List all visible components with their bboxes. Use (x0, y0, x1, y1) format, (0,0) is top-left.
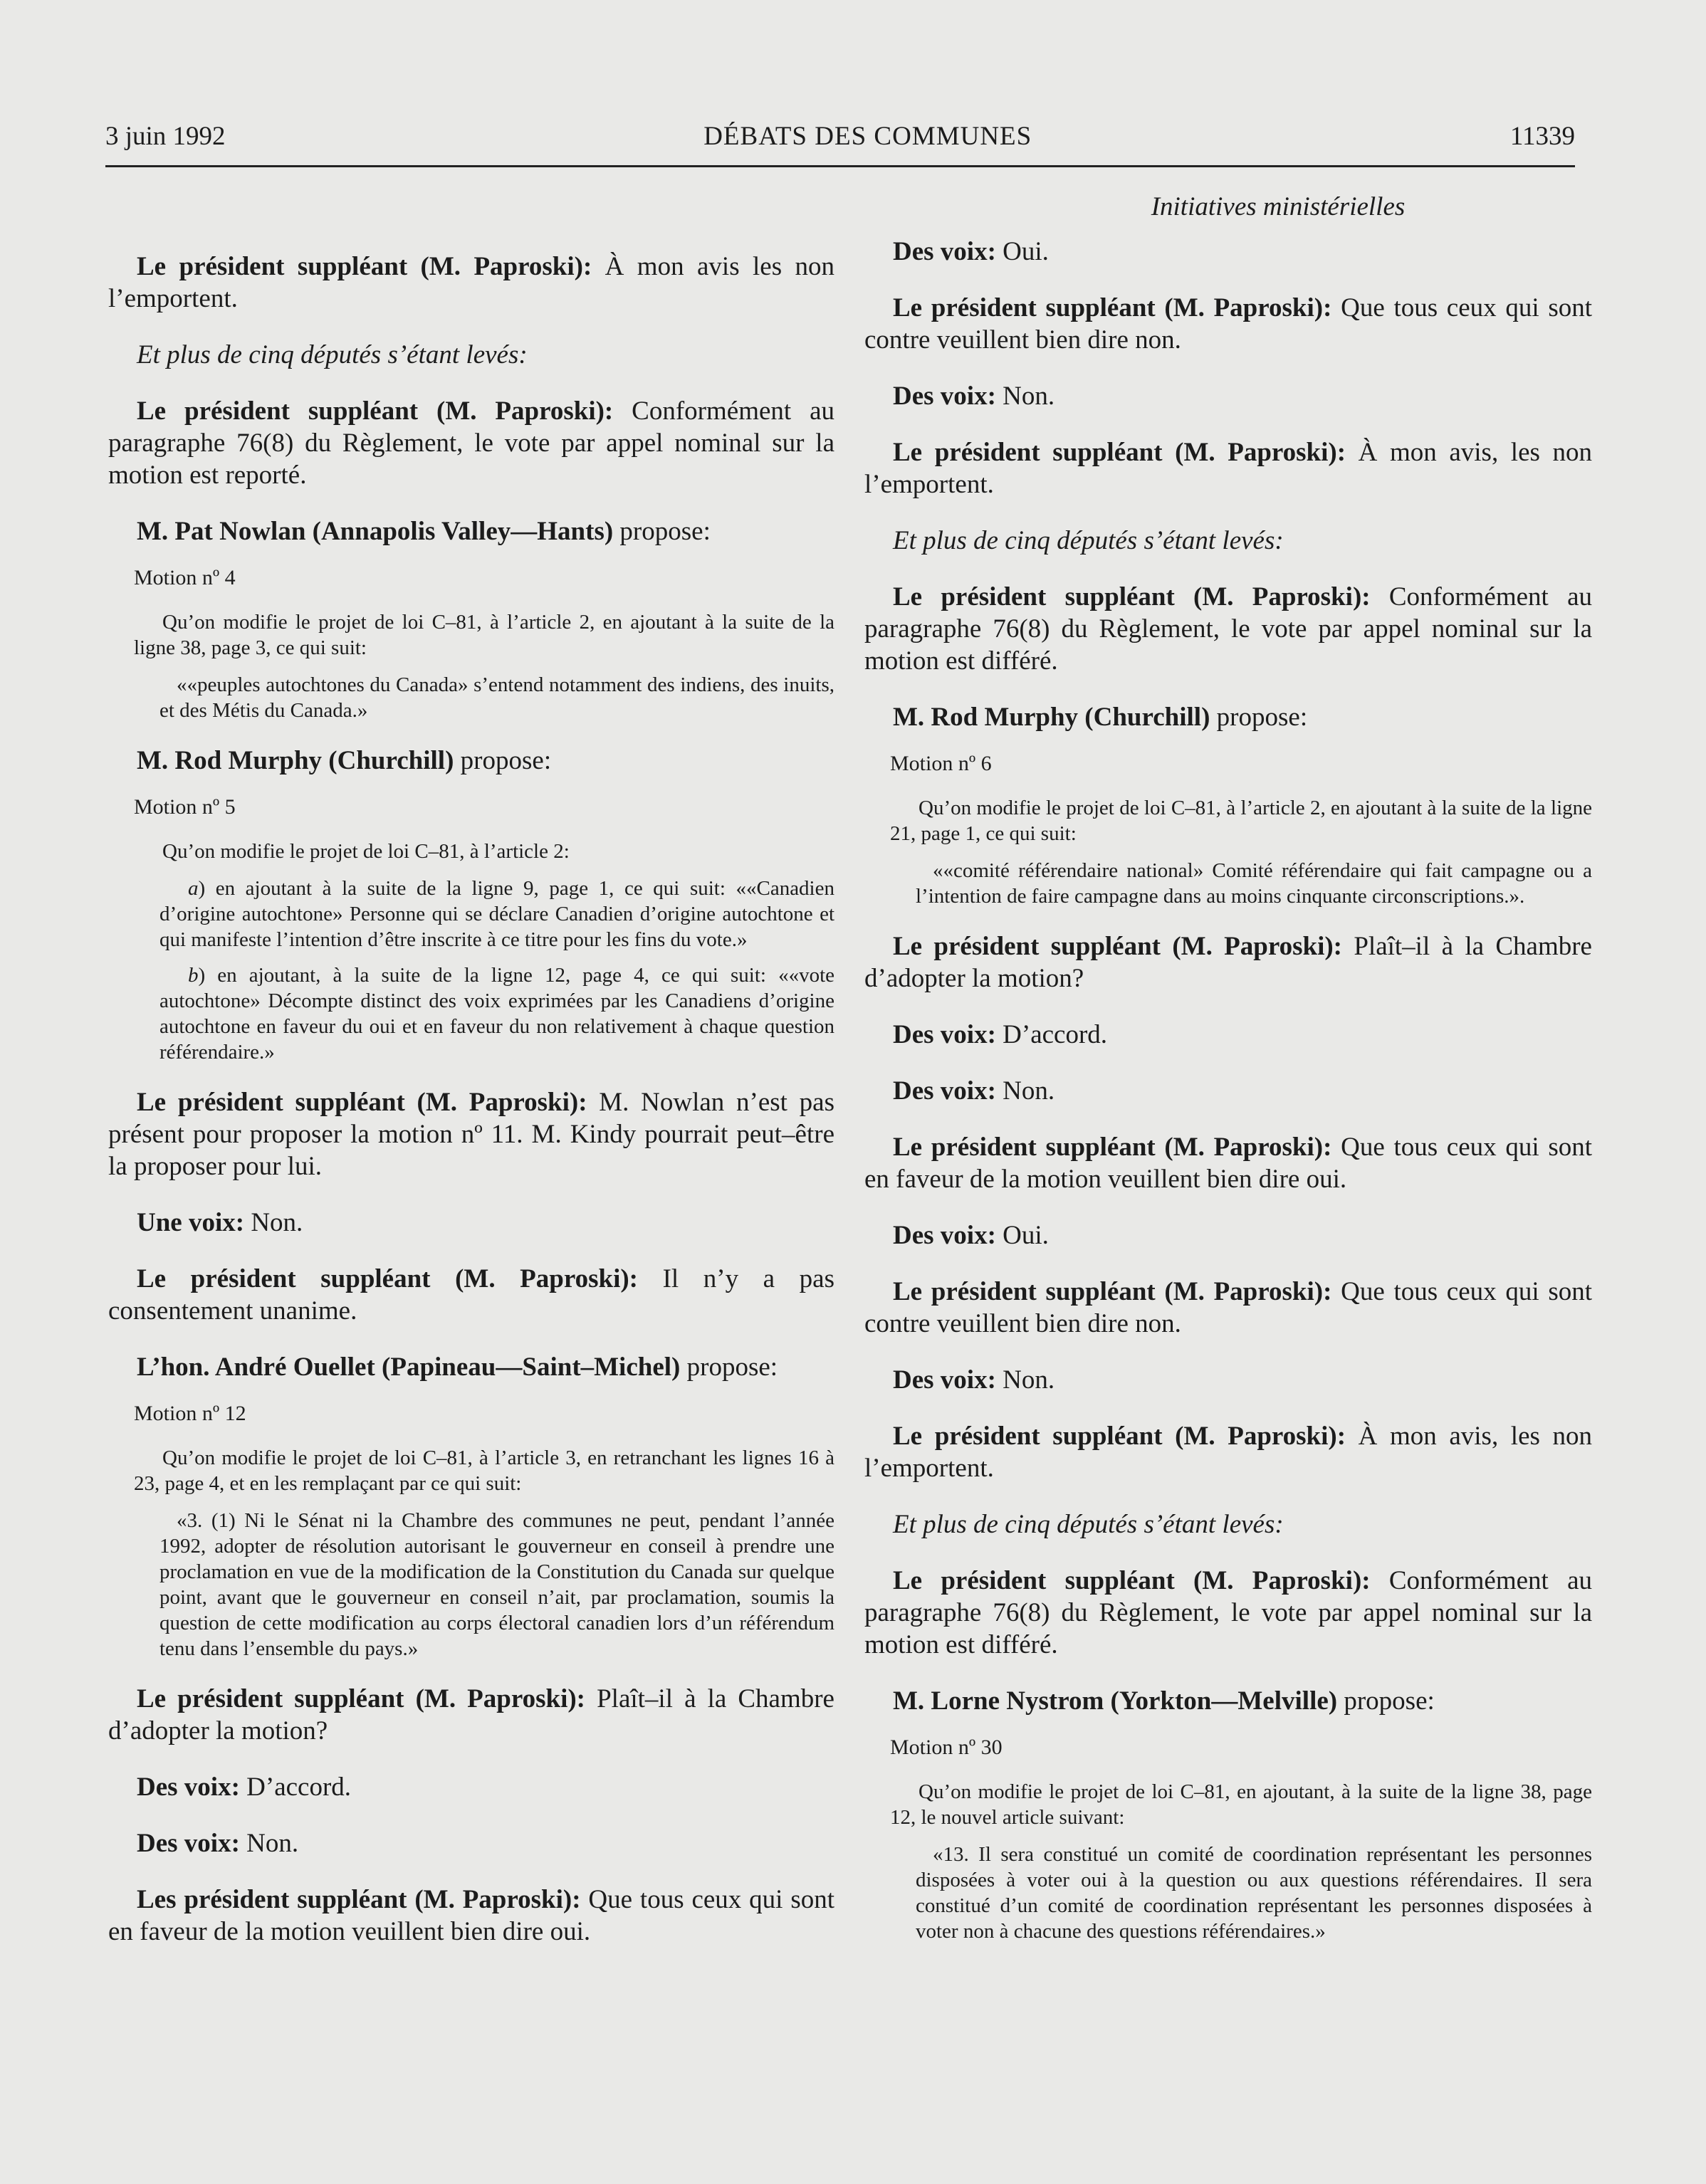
speaker: Des voix: (893, 382, 996, 411)
left-column (108, 194, 834, 1972)
speaker: Des voix: (137, 1773, 240, 1802)
page-header (105, 121, 1575, 167)
paragraph (108, 515, 834, 547)
paragraph (864, 1131, 1592, 1195)
speaker: Des voix: (893, 1076, 996, 1106)
paragraph (864, 1219, 1592, 1251)
paragraph (108, 1086, 834, 1182)
speech-text: Non. (995, 1365, 1055, 1395)
speech-text: Que tous ceux qui sont contre veuillent bien dire non. (864, 1277, 1592, 1338)
paragraph (864, 292, 1592, 356)
speaker: Le président suppléant (M. Paproski): (137, 397, 614, 426)
speech-text: Oui. (995, 237, 1049, 266)
speech-text: À mon avis, les non l’emportent. (864, 1422, 1593, 1483)
motion-subitem (159, 876, 834, 952)
speaker: Des voix: (137, 1829, 240, 1858)
speech-text: propose: (680, 1353, 778, 1382)
speech-text: propose: (454, 746, 552, 775)
speech-text: Que tous ceux qui sont en faveur de la motion veuillent bien dire oui. (864, 1133, 1592, 1194)
paragraph (108, 1683, 834, 1747)
section-heading: Initiatives ministérielles (1151, 192, 1406, 221)
speaker: Le président suppléant (M. Paproski): (137, 1684, 585, 1713)
motion-number: Motion nº 30 (890, 1736, 1003, 1759)
paragraph (864, 1685, 1592, 1717)
speech-text: Oui. (995, 1221, 1049, 1250)
header-page-number: 11339 (1509, 122, 1575, 151)
speech-text: Non. (995, 382, 1055, 411)
speaker: Des voix: (893, 1365, 996, 1395)
procedural-note: Et plus de cinq députés s’étant levés: (893, 1510, 1284, 1539)
speaker: Des voix: (893, 237, 996, 266)
speech-text: propose: (613, 517, 711, 546)
speech-text: propose: (1210, 703, 1308, 732)
paragraph (864, 380, 1592, 412)
speaker: Le président suppléant (M. Paproski): (893, 293, 1332, 322)
speaker: M. Pat Nowlan (Annapolis Valley—Hants) (137, 517, 614, 546)
paragraph (864, 1364, 1592, 1396)
speech-text: Que tous ceux qui sont en faveur de la motion veuillent bien dire oui. (108, 1885, 834, 1946)
motion-quote: «3. (1) Ni le Sénat ni la Chambre des communes ne peut, pendant l’année 1992, adopter de résolution autorisant le gouverneur en conseil à prendre une proclamation en vue de la modification de la Constitution du Canada sur quelque point, avant que le gouverneur en conseil n’ait, par proclamation, soumis la question de cette modification au corps électoral canadien lors d’un référendum tenu dans l’ensemble du pays.» (159, 1509, 834, 1660)
subitem-text: ) en ajoutant à la suite de la ligne 9, page 1, ce qui suit: ««Canadien d’origine autochtone» Personne qui se déclare Canadien d’origine autochtone et qui manifeste l’intention d’être inscrite à ce titre pour les fins du vote.» (159, 877, 834, 951)
paragraph (864, 1075, 1592, 1107)
paragraph (864, 581, 1592, 677)
paragraph (864, 1420, 1592, 1484)
speech-text: M. Nowlan n’est pas présent pour proposer la motion nº 11. M. Kindy pourrait peut–être la proposer pour lui. (108, 1088, 834, 1181)
speech-text: Conformément au paragraphe 76(8) du Règlement, le vote par appel nominal sur la motion est différé. (864, 1566, 1592, 1659)
speaker: M. Rod Murphy (Churchill) (893, 703, 1210, 732)
paragraph (864, 701, 1592, 733)
paragraph (108, 1207, 834, 1239)
motion-number: Motion nº 4 (134, 566, 236, 589)
speaker: Des voix: (893, 1020, 996, 1049)
speaker: Les président suppléant (M. Paproski): (137, 1885, 581, 1914)
speech-text: Conformément au paragraphe 76(8) du Règlement, le vote par appel nominal sur la motion est reporté. (108, 397, 834, 490)
motion-number: Motion nº 5 (134, 795, 236, 819)
paragraph (108, 1827, 834, 1859)
paragraph (864, 1276, 1592, 1340)
motion-subitem (159, 962, 834, 1065)
motion-number: Motion nº 12 (134, 1402, 246, 1425)
speaker: M. Lorne Nystrom (Yorkton—Melville) (893, 1686, 1338, 1716)
paragraph (108, 395, 834, 491)
paragraph (864, 436, 1592, 500)
paragraph (864, 236, 1592, 268)
speaker: M. Rod Murphy (Churchill) (137, 746, 454, 775)
speech-text: Non. (995, 1076, 1055, 1106)
speech-text: Il n’y a pas consentement unanime. (108, 1264, 834, 1325)
speech-text: Plaît–il à la Chambre d’adopter la motion? (108, 1684, 834, 1745)
motion-text: Qu’on modifie le projet de loi C–81, à l’article 2: (162, 840, 570, 863)
header-title: DÉBATS DES COMMUNES (703, 122, 1032, 151)
speaker: Une voix: (137, 1208, 245, 1237)
speaker: Le président suppléant (M. Paproski): (893, 582, 1371, 611)
speech-text: D’accord. (239, 1773, 352, 1802)
speaker: Le président suppléant (M. Paproski): (893, 1422, 1346, 1451)
speaker: Le président suppléant (M. Paproski): (893, 1133, 1332, 1162)
speech-text: À mon avis, les non l’emportent. (864, 438, 1593, 499)
right-column (864, 194, 1592, 1965)
subitem-text: ) en ajoutant, à la suite de la ligne 12, page 4, ce qui suit: ««vote autochtone» Décompte distinct des voix exprimées par les Canadiens d’origine autochtone en faveur du oui et en faveur du non relativement à chaque question référendaire.» (159, 964, 834, 1064)
procedural-note: Et plus de cinq députés s’étant levés: (893, 526, 1284, 555)
paragraph (864, 1019, 1592, 1051)
speaker: Le président suppléant (M. Paproski): (893, 1566, 1371, 1595)
motion-text: Qu’on modifie le projet de loi C–81, à l’article 2, en ajoutant à la suite de la ligne 21, page 1, ce qui suit: (890, 797, 1592, 845)
speaker: Le président suppléant (M. Paproski): (893, 438, 1346, 467)
speech-text: Plaît–il à la Chambre d’adopter la motion? (864, 932, 1592, 993)
speaker: Des voix: (893, 1221, 996, 1250)
paragraph (108, 1351, 834, 1383)
procedural-note: Et plus de cinq députés s’étant levés: (137, 340, 528, 369)
speaker: Le président suppléant (M. Paproski): (893, 932, 1342, 961)
paragraph (108, 1884, 834, 1948)
paragraph (108, 745, 834, 777)
motion-text: Qu’on modifie le projet de loi C–81, à l’article 3, en retranchant les lignes 16 à 23, page 4, et en les remplaçant par ce qui suit: (134, 1447, 834, 1495)
header-date: 3 juin 1992 (105, 122, 226, 151)
motion-number: Motion nº 6 (890, 752, 992, 775)
speaker: Le président suppléant (M. Paproski): (137, 1088, 587, 1117)
speech-text: Que tous ceux qui sont contre veuillent bien dire non. (864, 293, 1592, 355)
motion-quote: «13. Il sera constitué un comité de coordination représentant les personnes disposées à voter oui à la question ou aux questions référendaires. Il sera constitué d’un comité de coordination représentant les personnes disposées à voter non à chacune des questions référendaires.» (916, 1843, 1592, 1943)
speech-text: propose: (1337, 1686, 1435, 1716)
paragraph (864, 930, 1592, 994)
speaker: Le président suppléant (M. Paproski): (137, 1264, 638, 1293)
speech-text: D’accord. (995, 1020, 1108, 1049)
motion-text: Qu’on modifie le projet de loi C–81, à l’article 2, en ajoutant à la suite de la ligne 38, page 3, ce qui suit: (134, 611, 834, 659)
paragraph (864, 1565, 1592, 1661)
motion-text: Qu’on modifie le projet de loi C–81, en ajoutant, à la suite de la ligne 38, page 12, le nouvel article suivant: (890, 1780, 1592, 1829)
speech-text: Non. (244, 1208, 303, 1237)
paragraph (108, 1263, 834, 1327)
speaker: Le président suppléant (M. Paproski): (137, 252, 592, 281)
speech-text: À mon avis les non l’emportent. (108, 252, 834, 313)
speech-text: Non. (239, 1829, 299, 1858)
motion-quote: ««peuples autochtones du Canada» s’entend notamment des indiens, des inuits, et des Métis du Canada.» (159, 673, 834, 722)
speaker: L’hon. André Ouellet (Papineau—Saint–Michel) (137, 1353, 681, 1382)
paragraph (108, 1771, 834, 1803)
subitem-letter: b (188, 964, 199, 987)
speech-text: Conformément au paragraphe 76(8) du Règlement, le vote par appel nominal sur la motion est différé. (864, 582, 1592, 676)
motion-quote: ««comité référendaire national» Comité référendaire qui fait campagne ou a l’intention de faire campagne dans au moins cinquante circonscriptions.». (916, 859, 1592, 908)
speaker: Le président suppléant (M. Paproski): (893, 1277, 1332, 1306)
paragraph (108, 251, 834, 315)
subitem-letter: a (188, 877, 199, 900)
